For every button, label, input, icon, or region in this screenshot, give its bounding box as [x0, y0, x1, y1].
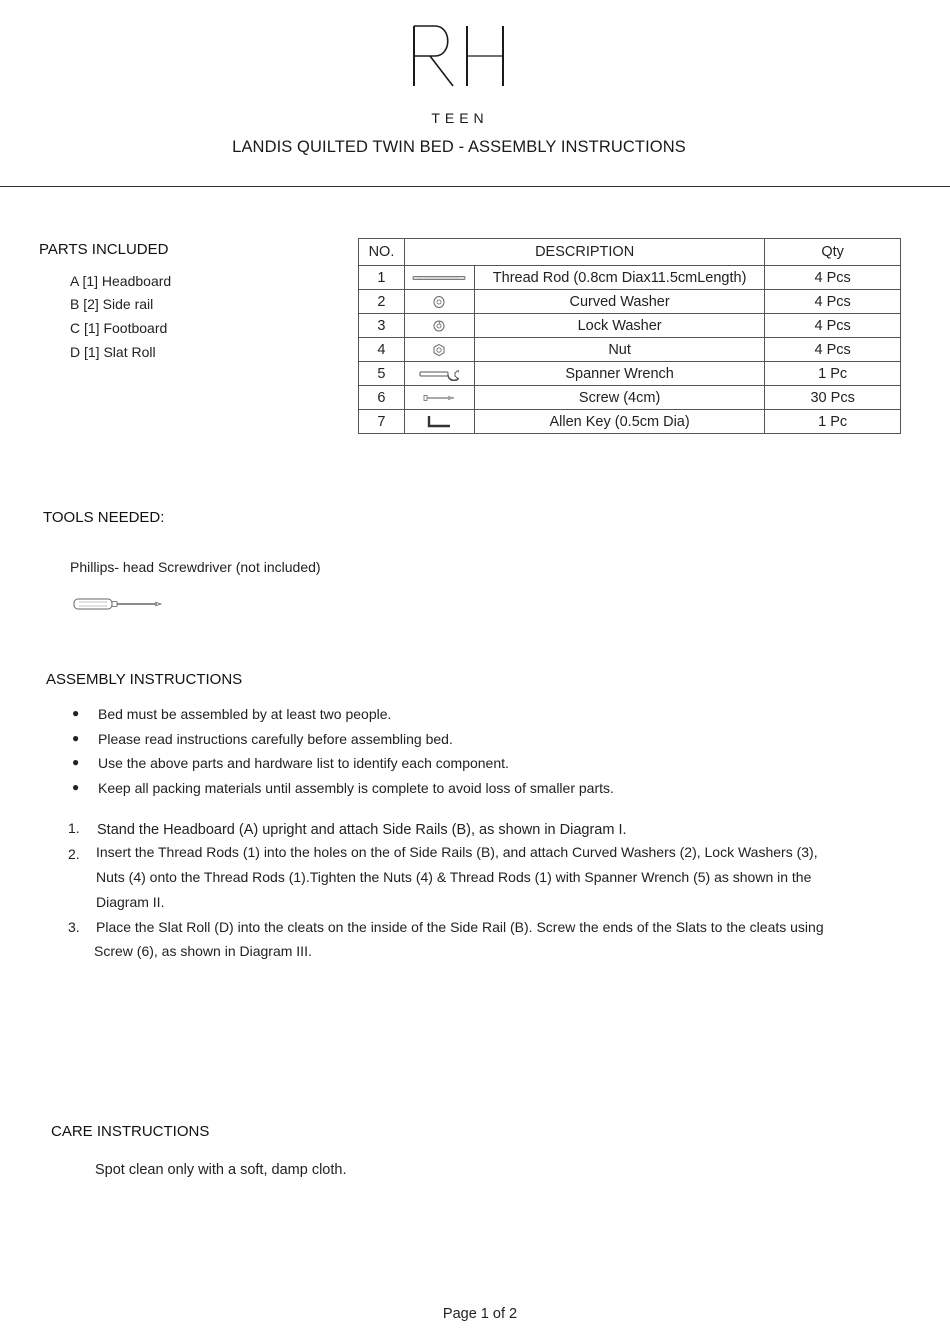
header-divider	[0, 186, 950, 187]
bullet-text: Bed must be assembled by at least two people.	[98, 706, 392, 722]
parts-item-footboard: C [1] Footboard	[70, 320, 168, 336]
row-qty: 30 Pcs	[765, 386, 901, 410]
step-number: 3.	[68, 919, 80, 935]
row-no: 1	[359, 266, 405, 290]
row-qty: 4 Pcs	[765, 266, 901, 290]
bullet-icon: ●	[72, 780, 80, 795]
step-number: 2.	[68, 846, 80, 862]
curved-washer-icon	[404, 290, 474, 314]
row-description: Curved Washer	[474, 290, 764, 314]
brand-logo	[405, 18, 515, 126]
table-row	[359, 410, 901, 434]
row-no: 4	[359, 338, 405, 362]
step-text: Place the Slat Roll (D) into the cleats on the inside of the Side Rail (B). Screw the ends of the Slats to the cleats using	[96, 919, 824, 935]
assembly-notes-list	[72, 706, 614, 805]
thread-rod-icon	[404, 266, 474, 290]
bullet-text: Please read instructions carefully before assembling bed.	[98, 730, 453, 747]
spanner-wrench-icon	[404, 362, 474, 386]
table-row	[359, 290, 901, 314]
list-item	[72, 755, 614, 780]
care-text: Spot clean only with a soft, damp cloth.	[95, 1162, 347, 1178]
header-qty: Qty	[765, 239, 901, 266]
row-no: 2	[359, 290, 405, 314]
header-no: NO.	[359, 239, 405, 266]
allen-key-icon	[404, 410, 474, 434]
table-row	[359, 314, 901, 338]
row-description: Lock Washer	[474, 314, 764, 338]
row-description: Thread Rod (0.8cm Diax11.5cmLength)	[474, 266, 764, 290]
tools-needed-heading: TOOLS NEEDED:	[43, 509, 165, 526]
brand-subtitle: TEEN	[431, 110, 489, 126]
rh-monogram-icon	[405, 18, 515, 93]
nut-icon	[404, 338, 474, 362]
row-no: 6	[359, 386, 405, 410]
assembly-instructions-heading: ASSEMBLY INSTRUCTIONS	[46, 671, 243, 688]
step-text: Nuts (4) onto the Thread Rods (1).Tighten the Nuts (4) & Thread Rods (1) with Spanner Wrench (5) as shown in the	[96, 869, 812, 885]
bullet-icon: ●	[72, 755, 80, 770]
row-description: Nut	[474, 338, 764, 362]
screwdriver-icon	[73, 596, 163, 617]
list-item	[72, 706, 614, 731]
screw-icon	[404, 386, 474, 410]
parts-item-slat-roll: D [1] Slat Roll	[70, 344, 156, 360]
row-qty: 1 Pc	[765, 410, 901, 434]
list-item	[72, 731, 614, 756]
row-qty: 4 Pcs	[765, 290, 901, 314]
row-no: 7	[359, 410, 405, 434]
table-row	[359, 338, 901, 362]
bullet-icon: ●	[72, 706, 80, 720]
parts-included-heading: PARTS INCLUDED	[39, 241, 169, 258]
row-description: Allen Key (0.5cm Dia)	[474, 410, 764, 434]
tools-item: Phillips- head Screwdriver (not included)	[70, 559, 321, 575]
table-row	[359, 386, 901, 410]
table-row	[359, 362, 901, 386]
bullet-icon: ●	[72, 730, 80, 745]
row-qty: 1 Pc	[765, 362, 901, 386]
row-qty: 4 Pcs	[765, 314, 901, 338]
lock-washer-icon	[404, 314, 474, 338]
table-header-row	[359, 239, 901, 266]
bullet-text: Keep all packing materials until assembly is complete to avoid loss of smaller parts.	[98, 780, 614, 797]
row-description: Screw (4cm)	[474, 386, 764, 410]
step-text: Insert the Thread Rods (1) into the holes on the of Side Rails (B), and attach Curved Washers (2), Lock Washers (3),	[96, 844, 818, 860]
row-qty: 4 Pcs	[765, 338, 901, 362]
list-item	[72, 780, 614, 805]
care-instructions-heading: CARE INSTRUCTIONS	[51, 1123, 210, 1140]
header-description: DESCRIPTION	[404, 239, 764, 266]
bullet-text: Use the above parts and hardware list to identify each component.	[98, 755, 509, 772]
parts-item-side-rail: B [2] Side rail	[70, 296, 154, 312]
row-no: 5	[359, 362, 405, 386]
step-text: Stand the Headboard (A) upright and attach Side Rails (B), as shown in Diagram I.	[97, 822, 627, 838]
row-no: 3	[359, 314, 405, 338]
row-description: Spanner Wrench	[474, 362, 764, 386]
step-number: 1.	[68, 820, 80, 836]
document-title: LANDIS QUILTED TWIN BED - ASSEMBLY INSTRUCTIONS	[232, 138, 686, 156]
hardware-table	[358, 238, 901, 434]
parts-item-headboard: A [1] Headboard	[70, 273, 172, 289]
table-row	[359, 266, 901, 290]
page-number: Page 1 of 2	[442, 1306, 518, 1322]
step-text: Screw (6), as shown in Diagram III.	[94, 943, 312, 959]
step-text: Diagram II.	[96, 894, 165, 910]
